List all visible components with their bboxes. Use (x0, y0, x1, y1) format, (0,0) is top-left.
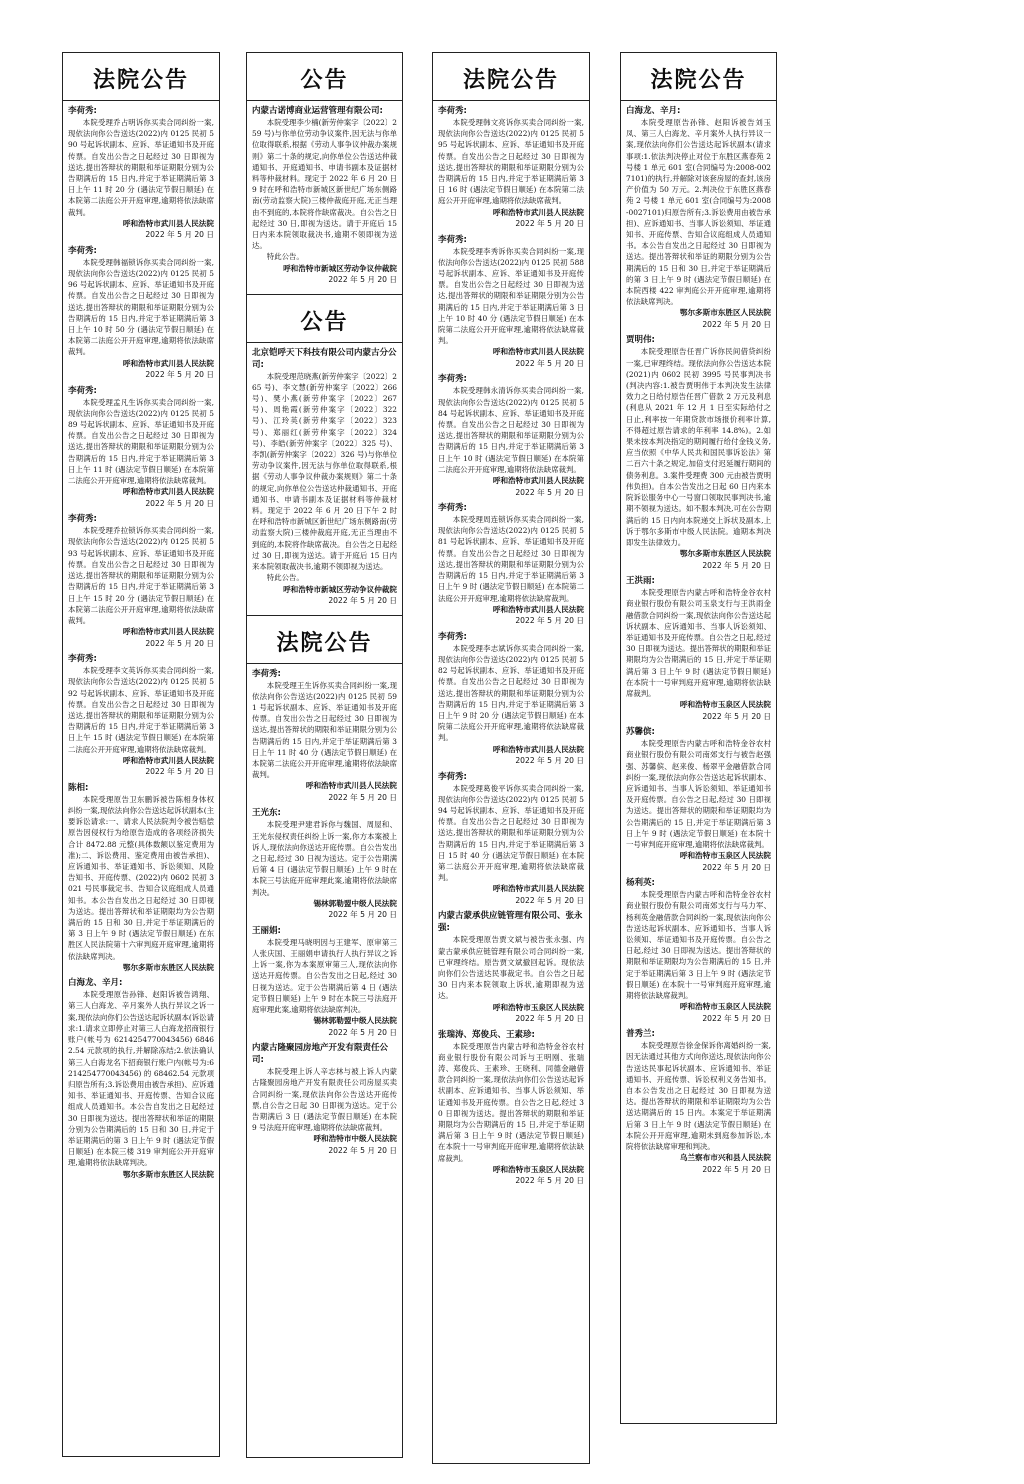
notice-date: 2022 年 5 月 20 日 (328, 1027, 397, 1037)
notice-date: 2022 年 5 月 20 日 (702, 711, 771, 721)
notice-block (247, 53, 402, 295)
issuing-court: 鄂尔多斯市东胜区人民法院 (122, 1169, 214, 1179)
notice-addressee: 王洪雨: (626, 576, 655, 587)
notice-body: 本院受理韩文亮诉你买卖合同纠纷一案,现依法向你公告送达(2022)内 0125 民初 595 号起诉状副本、应诉、举证通知书及开庭传票。自发出公告之日起经过 30 日即视为送达,提出答辩状的期限和举证期限分别为公告期满后的 15 日内,并定于举证期满后第 3 日 16 时 (遇法定节假日顺延) 在本院第二法庭公开开庭审理,逾期将依法缺席裁判。 (438, 118, 584, 206)
issuing-court: 呼和浩特市玉泉区人民法院 (679, 700, 771, 710)
notice-body: 本院受理王生诉你买卖合同纠纷一案,现依法向你公告送达(2022)内 0125 民初 591 号起诉状副本、应诉、举证通知书及开庭传票。自发出公告之日起经过 30 日即视为送达,提出答辩状的期限和举证期限分别为公告期满后的 15 日内,并定于举证期满后第 3 日上午 11 时 40 分 (遇法定节假日顺延) 在本院第二法庭公开开庭审理,逾期将依法缺席裁判。 (252, 680, 397, 780)
issuing-court: 呼和浩特市玉泉区人民法院 (679, 1002, 771, 1012)
notice-addressee: 李荷秀: (438, 503, 467, 514)
issuing-court: 呼和浩特市武川县人民法院 (305, 781, 397, 791)
notice-body: 本院受理韩永清诉你买卖合同纠纷一案,现依法向你公告送达(2022)内 0125 民初 584 号起诉状副本、应诉、举证通知书及开庭传票。自发出公告之日起经过 30 日即视为送达,提出答辩状的期限和举证期限分别为公告期满后的 15 日内,并定于举证期满后第 3 日上午 10 时 (遇法定节假日顺延) 在本院第二法庭公开开庭审理,逾期将依法缺席裁判。 (438, 386, 584, 474)
notice-item (438, 373, 584, 498)
notice-date: 2022 年 5 月 20 日 (328, 1145, 397, 1155)
notice-date: 2022 年 5 月 20 日 (702, 319, 771, 329)
issuing-court: 鄂尔多斯市东胜区人民法院 (679, 308, 771, 318)
notice-body: 本院受理原告卫东鹏诉被告陈相身体权纠纷一案,现依法向你公告送达起诉状副本(主要诉讼请求:一、请求人民法院判令被告赔偿原告因侵权行为给原告造成的各项经济损失合计 8472.88 元整(具体数额以鉴定费用为准);二、诉讼费用、鉴定费用由被告承担)、应诉通知书、举证通知书、诉讼须知、风险告知书、开庭传票、(2022)内 0602 民初 3021 号民事裁定书、告知合议庭组成人员通知书。本公告自发出之日起经过 30 日即视为送达。提出答辩状和举证期限均为公告期满后的 15 日和 30 日,并定于举证期满后的第 3 日上午 9 时 (遇法定节假日顺延) 在东胜区人民法院第十六审判庭开庭审理,逾期将依法缺席判决。 (68, 794, 214, 961)
notice-date: 2022 年 5 月 20 日 (328, 275, 397, 285)
notice-body: 本院受理葛俊平诉你买卖合同纠纷一案,现依法向你公告送达(2022)内 0125 民初 594 号起诉状副本、应诉、举证通知书及开庭传票。自发出公告之日起经过 30 日即视为送达,提出答辩状的期限和举证期限分别为公告期满后的 15 日内,并定于举证期满后第 3 日 15 时 40 分 (遇法定节假日顺延) 在本院第二法庭公开开庭审理,逾期将依法缺席裁判。 (438, 783, 584, 883)
notice-heading: 公告 (247, 295, 402, 343)
notice-date: 2022 年 5 月 20 日 (145, 498, 214, 508)
issuing-court: 乌兰察布市兴和县人民法院 (679, 1153, 771, 1163)
notice-closing: 特此公告。 (266, 573, 304, 583)
issuing-court: 呼和浩特市武川县人民法院 (122, 627, 214, 637)
notice-item (626, 1028, 771, 1175)
issuing-court: 呼和浩特市武川县人民法院 (492, 604, 584, 614)
notice-body: 本院受理乔占明诉你买卖合同纠纷一案,现依法向你公告送达(2022)内 0125 民初 590 号起诉状副本、应诉、举证通知书及开庭传票。自发出公告之日起经过 30 日即视为送达,提出答辩状的期限和举证期限分别为公告期满后的 15 日内,并定于举证期满后第 3 日上午 11 时 20 分 (遇法定节假日顺延) 在本院第二法庭公开开庭审理,逾期将依法缺席裁判。 (68, 118, 214, 217)
notice-date: 2022 年 5 月 20 日 (702, 1013, 771, 1023)
notice-body: 本院受理原告内蒙古呼和浩特金谷农村商业银行股份有限公司玉泉支行与王洪雨金融借款合同纠纷一案,现依法向你公告送达起诉状副本、应诉通知书、当事人诉讼须知、举证通知书及开庭传票。自公告之日起,经过 30 日即视为送达。提出答辩状的期限和举证期限均为公告期满后的 15 日,并定于举证期满后第 3 日上午 9 时 (遇法定节假日顺延) 在本院十一号审判庭开庭审理,逾期将依法缺席裁判。 (626, 588, 771, 698)
notice-block (621, 53, 776, 1183)
notice-block (63, 53, 219, 1188)
notice-item (68, 977, 214, 1180)
notice-date: 2022 年 5 月 20 日 (515, 1014, 584, 1024)
notice-addressee: 普秀兰: (626, 1029, 655, 1040)
notice-date: 2022 年 5 月 20 日 (515, 487, 584, 497)
notice-body: 本院受理周连锁诉你买卖合同纠纷一案,现依法向你公告送达(2022)内 0125 民初 581 号起诉状副本、应诉、举证通知书及开庭传票。自发出公告之日起经过 30 日即视为送达,提出答辩状的期限和举证期限分别为公告期满后的 15 日内,并定于举证期满后第 3 日上午 9 时 (遇法定节假日顺延) 在本院第二法庭公开开庭审理,逾期将依法缺席裁判。 (438, 515, 584, 603)
notice-item (438, 1029, 584, 1187)
notice-addressee: 李荷秀: (438, 771, 467, 782)
notice-body: 本院受理原告孙锋、赵阳诉被告刘玉凤、第三人白海龙、辛月案外人执行异议一案,现依法向你们公告送达起诉状副本(请求事项:1.依法判决停止对位于东胜区燕春苑 2 号楼 1 单元 601 室(合同编号为:2008-0027101)的执行,并解除对该套房屋的查封,该房产价值为 50 万元。2.判决位于东胜区燕春苑 2 号楼 1 单元 601 室(合同编号为:2008-0027101)归原告所有;3.诉讼费用由被告承担)、应诉通知书、当事人诉讼须知、举证通知书、开庭传票、告知合议庭组成人员通知书。本公告自发出之日起经过 30 日即视为送达。提出答辩状和举证的期限分别为公告期满后的 15 日和 30 日,并定于举证期满后的第 3 日上午 9 时 (遇法定节假日顺延) 在本院西楼 422 审判庭公开开庭审理,逾期将依法缺席判决。 (626, 118, 771, 307)
notice-addressee: 白海龙、辛月: (626, 106, 681, 116)
notice-item (626, 877, 771, 1024)
notice-addressee: 李荷秀: (252, 668, 281, 679)
notice-item (438, 234, 584, 370)
notice-item (252, 105, 397, 286)
issuing-court: 呼和浩特市新城区劳动争议仲裁院 (283, 263, 397, 273)
notice-body: 本院受理原告内蒙古呼和浩特金谷农村商业银行股份有限公司诉与王明刚、张瑞涛、郑俊兵、王素珍、王晓利、同德金融借款合同纠纷一案,现依法向你们公告送达起诉状副本、应诉通知书、当事人诉讼须知、举证通知书及开庭传票。自公告之日起,经过 30 日即视为送达。提出答辩状的期限和举证期限均为公告期满后的 15 日,并定于举证期满后第 3 日上午 9 时 (遇法定节假日顺延) 在本院十一号审判庭开庭审理,逾期将依法缺席裁判。 (438, 1041, 584, 1163)
notice-addressee: 李荷秀: (438, 234, 467, 245)
notice-block (247, 616, 402, 1165)
notice-addressee: 李荷秀: (68, 385, 97, 396)
notice-item (626, 334, 771, 571)
notice-body: 本院受理乔拉锁诉你买卖合同纠纷一案,现依法向你公告送达(2022)内 0125 民初 593 号起诉状副本、应诉、举证通知书及开庭传票。自发出公告之日起经过 30 日即视为送达,提出答辩状的期限和举证期限分别为公告期满后的 15 日内,并定于举证期满后第 3 日上午 15 时 20 分 (遇法定节假日顺延) 在本院第二法庭公开开庭审理,逾期将依法缺席裁判。 (68, 526, 214, 625)
notice-item (68, 653, 214, 778)
column-1 (62, 52, 220, 1457)
notice-addressee: 张瑞涛、郑俊兵、王素珍: (438, 1029, 535, 1040)
issuing-court: 呼和浩特市武川县人民法院 (122, 218, 214, 228)
notice-heading: 法院公告 (621, 53, 776, 101)
notice-addressee: 杨利英: (626, 878, 655, 889)
notice-body: 本院受理原告任晋广诉你民间借贷纠纷一案,已审理终结。现依法向你公告送达本院(2021)内 0602 民初 3995 号民事判决书(判决内容:1.被告贾明伟于本判决发生法律效力之日给付原告任晋广借款 2 万元及利息(利息从 2021 年 12 月 1 日至实际给付之日止,利率按一年期贷款市场报价利率计算,不得超过原告请求的年利率 14.8%)。2.如果未按本判决指定的期间履行给付金钱义务,应当依照《中华人民共和国民事诉讼法》第二百六十条之规定,加倍支付迟延履行期间的债务利息。3.案件受理费 300 元由被告贾明伟负担)。自本公告发出之日起 60 日内来本院诉讼服务中心一号窗口领取民事判决书,逾期不领视为送达。如不服本判决,可在公告期满后的 15 日内向本院递交上诉状及副本,上诉于鄂尔多斯市中级人民法院。逾期本判决即发生法律效力。 (626, 347, 771, 547)
notice-addressee: 李荷秀: (438, 106, 467, 116)
notice-body: 本院受理上诉人辛志林与被上诉人内蒙古隆聚园房地产开发有限责任公司房屋买卖合同纠纷一案,现依法向你公告送达开庭传票,自公告之日起 30 日即视为送达。定于公告期满后 3 日 (遇法定节假日顺延) 在本院 9 号法庭开庭审理,逾期将依法缺席裁判。 (252, 1067, 397, 1133)
issuing-court: 呼和浩特市玉泉区人民法院 (679, 851, 771, 861)
issuing-court: 呼和浩特市武川县人民法院 (492, 347, 584, 357)
notice-addressee: 苏馨傧: (626, 727, 655, 738)
notice-body: 本院受理范晓燕(新劳仲案字〔2022〕265 号)、李文慧(新劳仲案字〔2022〕266 号)、樊小燕(新劳仲案字〔2022〕267 号)、周艳霞(新劳仲案字〔2022〕322 号)、江玲英(新劳仲案字〔2022〕323 号)、郑丽红(新劳仲案字〔2022〕324 号)、李皓(新劳仲案字〔2022〕325 号)、李凯(新劳仲案字〔2022〕326 号)与你单位劳动争议案件,因无法与你单位取得联系,根据《劳动人事争议仲裁办案规则》第二十条的规定,向你单位公告送达仲裁通知书、开庭通知书、申请书副本及证据材料等仲裁材料。现定于 2022 年 6 月 20 日下午 2 时在呼和浩特市新城区新世纪广场东侧路南(劳动监察大院)三楼仲裁庭开庭,无正当理由不到庭的,本院将作缺席裁决。自公告之日起经过 30 日,即视为送达。请于开庭后 15 日内来本院领取裁决书,逾期不领即视为送达。 (252, 371, 397, 572)
issuing-court: 呼和浩特市玉泉区人民法院 (492, 1164, 584, 1174)
notice-body: 本院受理原告徐金保诉你离婚纠纷一案,因无法通过其他方式向你送达,现依法向你公告送达民事起诉状副本、应诉通知书、举证通知书、开庭传票、诉讼权利义务告知书。自本公告发出之日起经过 30 日即视为送达。提出答辩状的期限和举证期限均为公告送达期满后的 15 日内。本案定于举证期满后第 3 日上午 9 时 (遇法定节假日顺延) 在本院公开开庭审理,逾期未到庭参加诉讼,本院将依法缺席审理和判决。 (626, 1041, 771, 1152)
notice-item (68, 513, 214, 649)
issuing-court: 锡林郭勒盟中级人民法院 (313, 1016, 397, 1026)
notice-heading: 法院公告 (247, 616, 402, 664)
notice-item (626, 575, 771, 722)
notice-item (626, 726, 771, 873)
notice-date: 2022 年 5 月 20 日 (515, 358, 584, 368)
notice-body: 本院受理李志斌诉你买卖合同纠纷一案,现依法向你公告送达(2022)内 0125 民初 582 号起诉状副本、应诉、举证通知书及开庭传票。自发出公告之日起经过 30 日即视为送达,提出答辩状的期限和举证期限分别为公告期满后的 15 日内,并定于举证期满后第 3 日上午 9 时 20 分 (遇法定节假日顺延) 在本院第二法庭公开开庭审理,逾期将依法缺席裁判。 (438, 643, 584, 743)
notice-date: 2022 年 5 月 20 日 (515, 616, 584, 626)
column-3 (432, 52, 590, 1464)
notice-date: 2022 年 5 月 20 日 (702, 1164, 771, 1174)
notice-addressee: 陈相: (68, 782, 89, 793)
notice-heading: 法院公告 (63, 53, 219, 101)
notice-block (433, 53, 589, 1195)
issuing-court: 呼和浩特市武川县人民法院 (492, 207, 584, 217)
notice-addressee: 白海龙、辛月: (68, 978, 123, 989)
notice-item (252, 1042, 397, 1156)
notice-item (438, 631, 584, 767)
issuing-court: 锡林郭勒盟中级人民法院 (313, 898, 397, 908)
notice-addressee: 李荷秀: (68, 106, 97, 116)
notice-item (252, 668, 397, 804)
notice-date: 2022 年 5 月 20 日 (328, 596, 397, 605)
notice-date: 2022 年 5 月 20 日 (145, 767, 214, 777)
notice-body: 本院受理李少楠(新劳仲案字〔2022〕259 号)与你单位劳动争议案件,因无法与你单位取得联系,根据《劳动人事争议仲裁办案规则》第二十条的规定,向你单位公告送达仲裁通知书、开庭通知书、申请书副本及证据材料等仲裁材料。现定于 2022 年 6 月 20 日 9 时在呼和浩特市新城区新世纪广场东侧路南(劳动监察大院)三楼仲裁庭开庭,无正当理由不到庭的,本院将作缺席裁决。自公告之日起经过 30 日,即视为送达。请于开庭后 15 日内来本院领取裁决书,逾期不领即视为送达。 (252, 118, 397, 251)
notice-addressee: 李荷秀: (438, 631, 467, 642)
notice-date: 2022 年 5 月 20 日 (145, 230, 214, 240)
notice-heading: 法院公告 (433, 53, 589, 101)
notice-item (252, 807, 397, 920)
notice-item (252, 347, 397, 607)
notice-item (438, 771, 584, 907)
notice-body: 本院受理马晓明因与王建军、原审第三人张庆国、王丽娟申请执行人执行异议之诉上诉一案,你为本案原审第三人,现依法向你送达开庭传票。自公告发出之日起,经过 30 日视为送达。定于公告期满后第 4 日 (遇法定节假日顺延) 上午 9 时在本院三号法庭开庭审理此案,逾期将依法缺席判决。 (252, 937, 397, 1014)
notice-body: 本院受理李文英诉你买卖合同纠纷一案,现依法向你公告送达(2022)内 0125 民初 592 号起诉状副本、应诉、举证通知书及开庭传票。自发出公告之日起经过 30 日即视为送达,提出答辩状的期限和举证期限分别为公告期满后的 15 日内,并定于举证期满后第 3 日上午 15 时 (遇法定节假日顺延) 在本院第二法庭公开开庭审理,逾期将依法缺席裁判。 (68, 666, 214, 754)
issuing-court: 呼和浩特市玉泉区人民法院 (492, 1002, 584, 1012)
notice-addressee: 贾明伟: (626, 335, 655, 346)
issuing-court: 呼和浩特市武川县人民法院 (492, 744, 584, 754)
notice-date: 2022 年 5 月 20 日 (328, 792, 397, 802)
notice-item (438, 910, 584, 1024)
notice-date: 2022 年 5 月 20 日 (702, 560, 771, 570)
notice-item (252, 925, 397, 1038)
notice-body: 本院受理韩福锁诉你买卖合同纠纷一案,现依法向你公告送达(2022)内 0125 民初 596 号起诉状副本、应诉、举证通知书及开庭传票。自发出公告之日起经过 30 日即视为送达,提出答辩状的期限和举证期限分别为公告期满后的 15 日内,并定于举证期满后第 3 日上午 10 时 50 分 (遇法定节假日顺延) 在本院第二法庭公开开庭审理,逾期将依法缺席裁判。 (68, 257, 214, 357)
notice-heading: 公告 (247, 53, 402, 101)
column-4 (620, 52, 777, 1424)
notice-date: 2022 年 5 月 20 日 (145, 370, 214, 380)
notice-date: 2022 年 5 月 20 日 (145, 638, 214, 648)
notice-addressee: 王丽娟: (252, 925, 281, 936)
notice-body: 本院受理原告贾文斌与被告张永强、内蒙古蒙承供应链管理有限公司合同纠纷一案,已审理终结。原告贾文斌撤回起诉。现依法向你们公告送达民事裁定书。自公告之日起 30 日内来本院领取上诉状,逾期即视为送达。 (438, 935, 584, 1001)
notice-date: 2022 年 5 月 20 日 (515, 756, 584, 766)
notice-item (438, 502, 584, 627)
issuing-court: 呼和浩特市武川县人民法院 (492, 476, 584, 486)
issuing-court: 呼和浩特市新城区劳动争议仲裁院 (283, 584, 397, 594)
notice-addressee: 李荷秀: (438, 374, 467, 385)
notice-addressee: 内蒙古诺博商业运营管理有限公司: (252, 106, 383, 116)
notice-date: 2022 年 5 月 20 日 (328, 910, 397, 920)
notice-closing: 特此公告。 (266, 252, 304, 262)
notice-addressee: 内蒙古蒙承供应链管理有限公司、张永强: (438, 911, 583, 934)
notice-date: 2022 年 5 月 20 日 (515, 895, 584, 905)
issuing-court: 呼和浩特市武川县人民法院 (122, 755, 214, 765)
notice-item (438, 105, 584, 230)
notice-body: 本院受理孟凡生诉你买卖合同纠纷一案,现依法向你公告送达(2022)内 0125 民初 589 号起诉状副本、应诉、举证通知书及开庭传票。自发出公告之日起经过 30 日即视为送达,提出答辩状的期限和举证期限分别为公告期满后的 15 日内,并定于举证期满后第 3 日上午 11 时 (遇法定节假日顺延) 在本院第二法庭公开开庭审理,逾期将依法缺席裁判。 (68, 397, 214, 486)
notice-body: 本院受理原告内蒙古呼和浩特金谷农村商业银行股份有限公司南郊支行与被告赵强强、苏馨傧、赵来俊、杨翠平金融借款合同纠纷一案,现依法向你公告送达起诉状副本、应诉通知书、当事人诉讼须知、举证通知书及开庭传票。自公告之日起,经过 30 日即视为送达。提出答辩状的期限和举证期限均为公告期满后的 15 日,并定于举证期满后第 3 日上午 9 时 (遇法定节假日顺延) 在本院十一号审判庭开庭审理,逾期将依法缺席裁判。 (626, 739, 771, 849)
column-2 (246, 52, 403, 1458)
issuing-court: 呼和浩特市中级人民法院 (313, 1134, 397, 1144)
notice-body: 本院受理尹建君诉你与魏国、周屋和、王光东侵权责任纠纷上诉一案,你方本案被上诉人,现依法向你送达开庭传票。自公告发出之日起,经过 30 日视为送达。定于公告期满后第 4 日 (遇法定节假日顺延) 上午 9 时在本院三号法庭开庭审理此案,逾期将依法缺席判决。 (252, 820, 397, 897)
notice-item (68, 782, 214, 974)
notice-date: 2022 年 5 月 20 日 (515, 1176, 584, 1186)
issuing-court: 呼和浩特市武川县人民法院 (122, 487, 214, 497)
notice-body: 本院受理李秀诉你买卖合同纠纷一案,现依法向你公告送达(2022)内 0125 民初 588 号起诉状副本、应诉、举证通知书及开庭传票。自发出公告之日起经过 30 日即视为送达,提出答辩状的期限和举证期限分别为公告期满后的 15 日内,并定于举证期满后第 3 日上午 10 时 40 分 (遇法定节假日顺延) 在本院第二法庭公开开庭审理,逾期将依法缺席裁判。 (438, 246, 584, 346)
notice-item (68, 105, 214, 241)
notice-item (626, 105, 771, 330)
issuing-court: 呼和浩特市武川县人民法院 (492, 884, 584, 894)
notice-date: 2022 年 5 月 20 日 (702, 862, 771, 872)
notice-date: 2022 年 5 月 20 日 (515, 219, 584, 229)
notice-addressee: 王光东: (252, 808, 281, 819)
issuing-court: 呼和浩特市武川县人民法院 (122, 358, 214, 368)
notice-body: 本院受理原告内蒙古呼和浩特金谷农村商业银行股份有限公司南郊支行与马力军、杨利英金融借款合同纠纷一案,现依法向你公告送达起诉状副本、应诉通知书、当事人诉讼须知、举证通知书及开庭传票。自公告之日起,经过 30 日即视为送达。提出答辩状的期限和举证期限均为公告期满后的 15 日,并定于举证期满后第 3 日上午 9 时 (遇法定节假日顺延) 在本院十一号审判庭开庭审理,逾期将依法缺席裁判。 (626, 890, 771, 1000)
notice-item (68, 245, 214, 381)
notice-addressee: 李荷秀: (68, 654, 97, 665)
notice-addressee: 内蒙古隆聚园房地产开发有限责任公司: (252, 1043, 389, 1066)
notice-addressee: 北京铠呼天下科技有限公司内蒙古分公司: (252, 347, 397, 370)
notice-addressee: 李荷秀: (68, 245, 97, 256)
notice-body: 本院受理原告孙锋、赵阳诉被告鸿翔、第三人白海龙、辛月案外人执行异议之诉一案,现依法向你们公告送达起诉状副本(诉讼请求:1.请求立即停止对第三人白海龙招商银行账户(帐号为 6214254770043456) 68462.54 元款项的执行,并解除冻结;2.依法确认第三人白海龙名下招商银行账户内(帐号为:6214254770043456) 的 68462.54 元款项归原告所有;3.诉讼费用由被告承担)、应诉通知书、举证通知书、开庭传票、告知合议庭组成人员通知书。本公告自发出之日起经过 30 日即视为送达。提出答辩状和举证的期限分别为公告期满后的 15 日和 30 日,并定于举证期满后的第 3 日上午 9 时 (遇法定节假日顺延) 在本院三楼 319 审判庭公开开庭审理,逾期将依法缺席判决。 (68, 990, 214, 1168)
issuing-court: 鄂尔多斯市东胜区人民法院 (122, 962, 214, 972)
notice-item (68, 385, 214, 510)
notice-addressee: 李荷秀: (68, 514, 97, 525)
issuing-court: 鄂尔多斯市东胜区人民法院 (679, 549, 771, 559)
notice-block (247, 295, 402, 616)
